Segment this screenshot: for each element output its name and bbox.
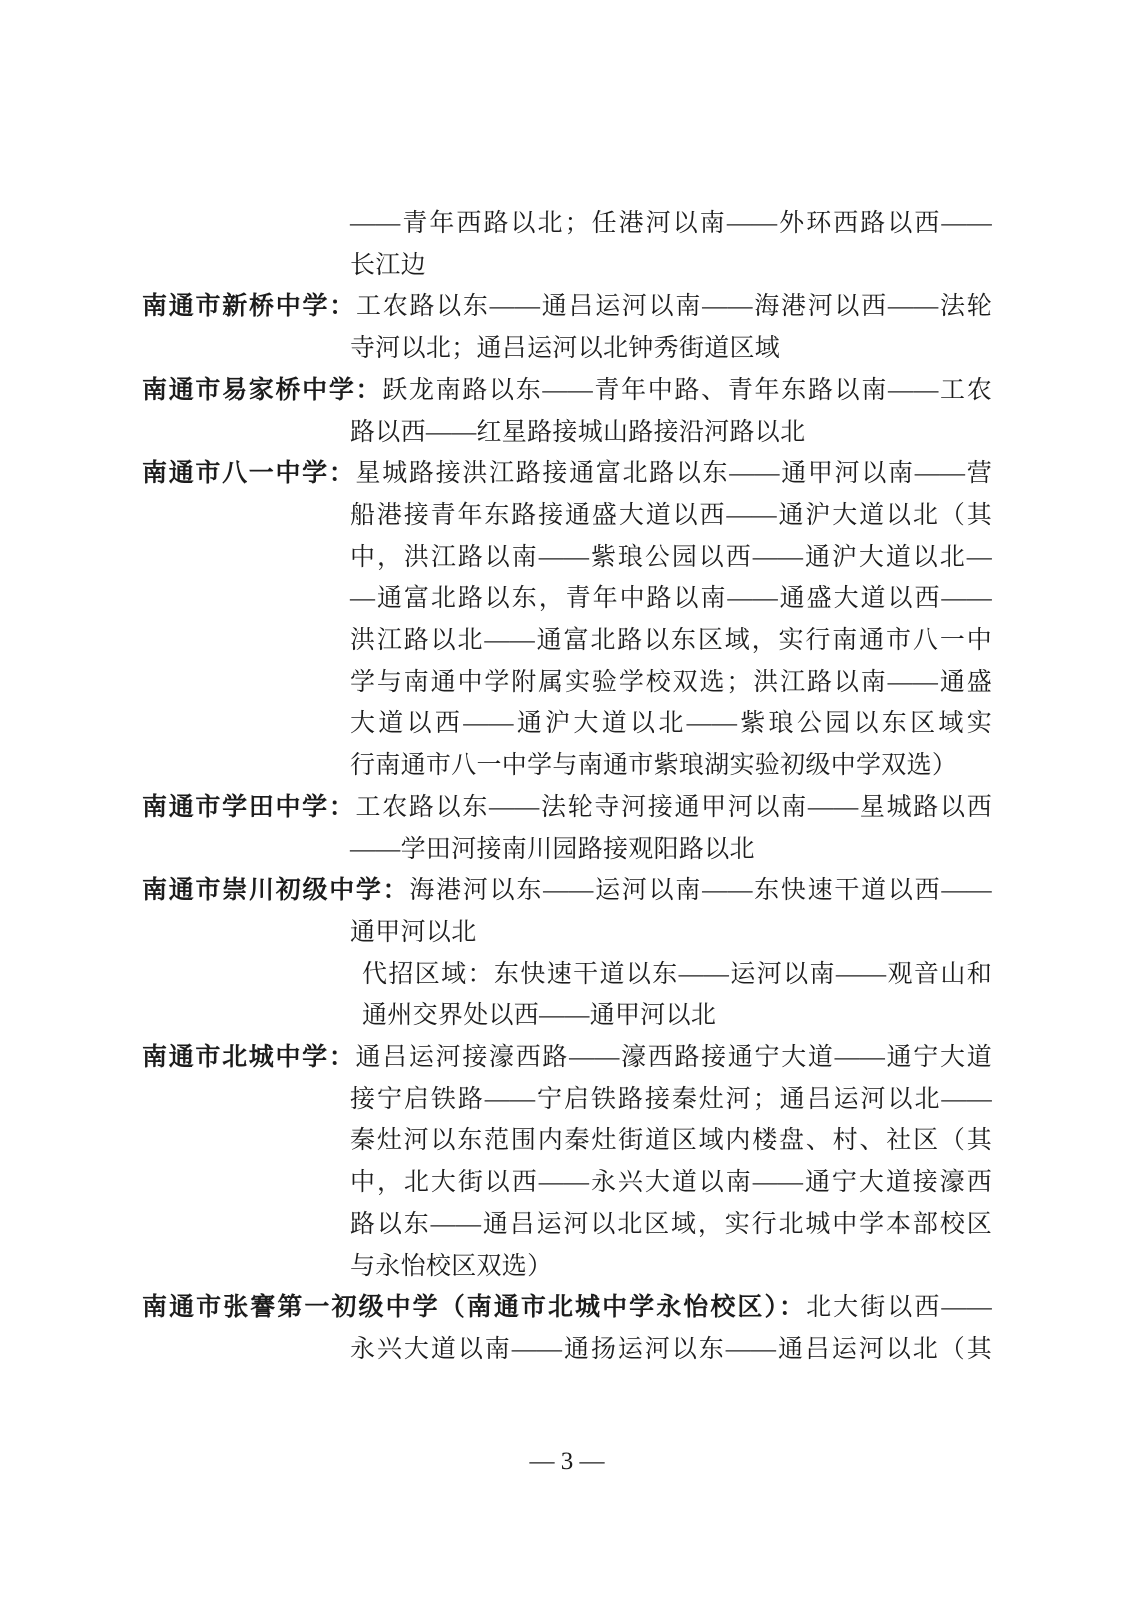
school-entry-bayi (142, 453, 992, 787)
document-body (142, 203, 992, 1371)
district-text-line: 接宁启铁路——宁启铁路接秦灶河；通吕运河以北—— (350, 1085, 992, 1113)
district-text-line: 与永怡校区双选） (350, 1252, 553, 1280)
district-text-line: 长江边 (350, 251, 426, 279)
school-entry-xuetian (142, 787, 992, 870)
entry-first-line (142, 1287, 992, 1329)
school-name: 南通市新桥中学： (142, 292, 356, 321)
district-text: 海港河以东——运河以南——东快速干道以西—— (409, 877, 992, 905)
entry-first-line (142, 1037, 992, 1079)
school-entry-previous-overflow (142, 203, 992, 286)
district-text-line: 寺河以北；通吕运河以北钟秀街道区域 (350, 335, 781, 363)
district-text-line: 路以西——红星路接城山路接沿河路以北 (350, 418, 806, 446)
district-text-line: 中，北大街以西——永兴大道以南——通宁大道接濠西 (350, 1169, 992, 1197)
entry-first-line (142, 453, 992, 495)
district-text-line: 秦灶河以东范围内秦灶街道区域内楼盘、村、社区（其 (350, 1127, 992, 1155)
district-text: 工农路以东——通吕运河以南——海港河以西——法轮 (355, 293, 993, 321)
district-text-line: 永兴大道以南——通扬运河以东——通吕运河以北（其 (350, 1335, 992, 1363)
school-entry-xinqiao (142, 286, 992, 369)
school-name: 南通市易家桥中学： (142, 375, 383, 404)
district-text-line: 路以东——通吕运河以北区域，实行北城中学本部校区 (350, 1210, 992, 1238)
district-text: 跃龙南路以东——青年中路、青年东路以南——工农 (382, 376, 993, 404)
school-entry-chongchuan (142, 870, 992, 1037)
district-text-line: ——学田河接南川园路接观阳路以北 (350, 835, 755, 863)
district-text-line: ——青年西路以北；任港河以南——外环西路以西—— (350, 210, 992, 237)
district-text-line: 船港接青年东路接通盛大道以西——通沪大道以北（其 (350, 501, 992, 529)
school-entry-beicheng (142, 1037, 992, 1287)
school-entry-yijiaqiao (142, 370, 992, 453)
district-text-line: 行南通市八一中学与南通市紫琅湖实验初级中学双选） (350, 752, 958, 780)
district-text: 北大街以西—— (806, 1294, 992, 1322)
district-text-line: 学与南通中学附属实验学校双选；洪江路以南——通盛 (350, 668, 992, 696)
substitute-enrollment-line: 代招区域：东快速干道以东——运河以南——观音山和 (362, 960, 992, 988)
district-text-line: —通富北路以东，青年中路以南——通盛大道以西—— (350, 585, 992, 613)
entry-first-line (142, 370, 992, 412)
district-text-line: 通甲河以北 (350, 918, 477, 946)
district-text-line: 中，洪江路以南——紫琅公园以西——通沪大道以北— (350, 543, 992, 571)
school-name: 南通市崇川初级中学： (142, 876, 410, 905)
school-name: 南通市学田中学： (142, 792, 356, 821)
district-text-line: 洪江路以北——通富北路以东区域，实行南通市八一中 (350, 627, 992, 655)
entry-first-line (142, 787, 992, 829)
district-text: 工农路以东——法轮寺河接通甲河以南——星城路以西 (355, 793, 992, 821)
district-text-line: 大道以西——通沪大道以北——紫琅公园以东区域实 (350, 710, 992, 738)
school-name: 南通市八一中学： (142, 459, 356, 488)
page-number: — 3 — (529, 1448, 605, 1475)
school-entry-zhangjian (142, 1287, 992, 1370)
entry-first-line (142, 286, 992, 328)
substitute-enrollment-line: 通州交界处以西——通甲河以北 (362, 1002, 717, 1030)
district-text: 通吕运河接濠西路——濠西路接通宁大道——通宁大道 (355, 1044, 992, 1072)
district-text: 星城路接洪江路接通富北路以东——通甲河以南——营 (355, 460, 992, 488)
school-name: 南通市张謇第一初级中学（南通市北城中学永怡校区）： (142, 1293, 807, 1322)
school-name: 南通市北城中学： (142, 1043, 356, 1072)
entry-first-line (142, 870, 992, 912)
